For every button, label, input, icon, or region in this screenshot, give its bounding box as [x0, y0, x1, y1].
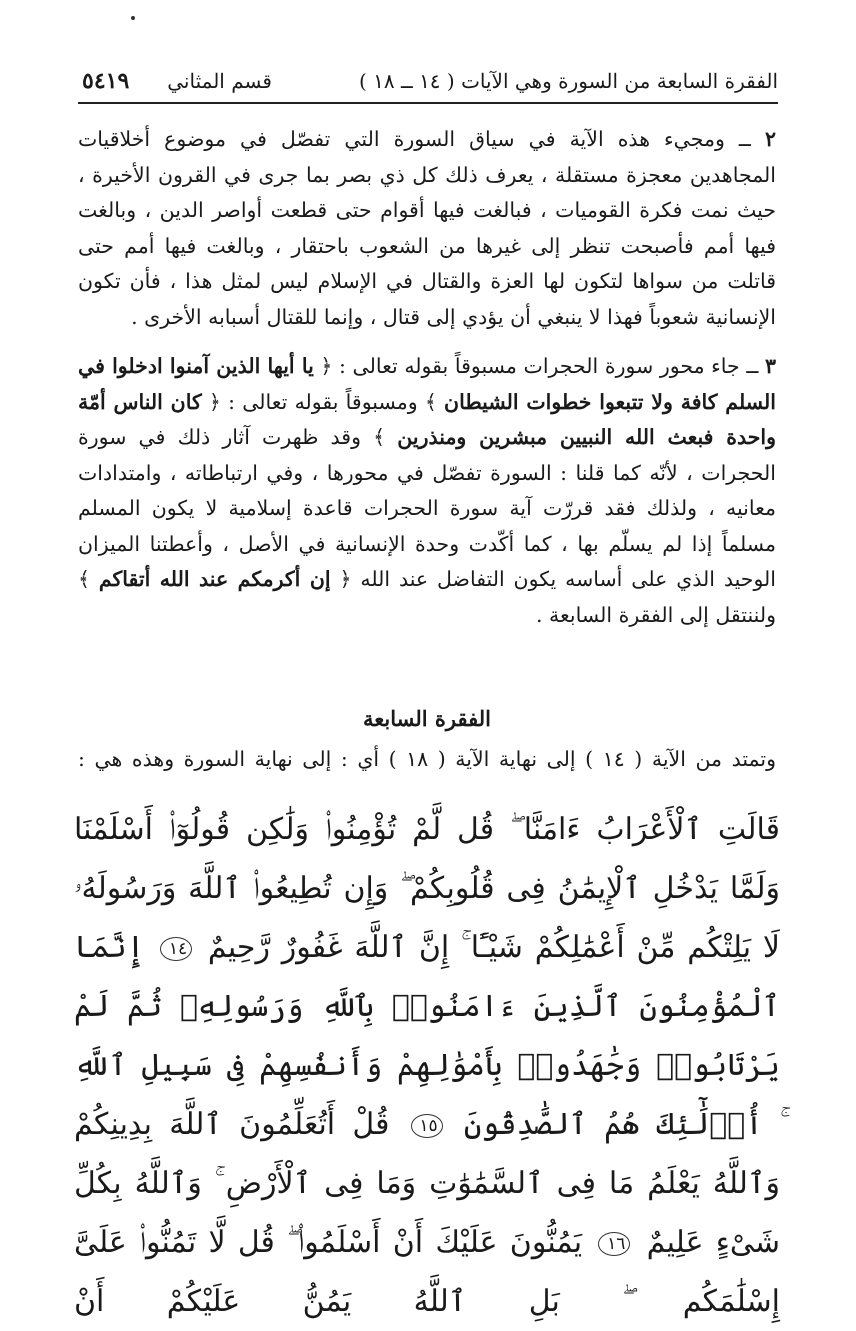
verse-15: إِنَّمَا ٱلْمُؤْمِنُونَ ٱلَّذِينَ ءَامَنُوا۟ بِٱللَّهِ وَرَسُولِهِۦ ثُمَّ لَمْ يَرْتَابُوا۟ وَجَٰهَدُوا۟ بِأَمْوَٰلِهِمْ وَأَنفُسِهِمْ فِى سَبِيلِ ٱللَّهِ ۚ أُو۟لَٰٓئِكَ هُمُ ٱلصَّٰدِقُونَ [74, 930, 780, 1142]
paragraph-text-part: ﴾ ومسبوقاً بقوله تعالى : ﴿ [208, 389, 437, 414]
page-number: ٥٤١٩ [82, 68, 130, 94]
quran-quote: يا أيها الذين آمنوا ادخلوا في السلم كافة ولا تتبعوا خطوات الشيطان [78, 354, 776, 414]
paragraph-2 [78, 122, 776, 335]
print-speck [131, 16, 135, 20]
ayah-number-marker: ١٥ [411, 1114, 443, 1138]
header-left-group [82, 66, 272, 96]
paragraph-number: ٢ [764, 127, 776, 151]
quran-quote: كان الناس أمّة واحدة فبعث الله النبيين مبشرين ومنذرين [78, 389, 776, 449]
paragraph-text: ــ ومجيء هذه الآية في سياق السورة التي تفصّل في موضوع أخلاقيات المجاهدين معجزة مستقلة ، يعرف ذلك كل ذي بصر بما جرى في القرون الأخيرة ، حيث نمت فكرة القوميات ، فبالغت فيها أقوام حتى قطعت أواصر الدين ، وبالغت فيها أمم فأصبحت تنظر إلى غيرها من الشعوب باحتقار ، وبالغت فيها أمم حتى قاتلت من سواها لتكون لها العزة والقتال في الإسلام ليس لمثل هذا ، فأن تكون الإنسانية شعوباً فهذا لا ينبغي أن يؤدي إلى قتال ، وإنما للقتال أسبابه الأخرى . [78, 127, 776, 329]
paragraph-text-part: ﴾ ولننتقل إلى الفقرة السابعة . [78, 567, 776, 627]
ayah-number-marker: ١٤ [160, 937, 192, 961]
paragraph-text-part: ﴾ وقد ظهرت آثار ذلك في سورة الحجرات ، لأنّه كما قلنا : السورة تفصّل في محورها ، وفي ارتباطاته ، وامتدادات معانيه ، ولذلك فقد قررّت آية سورة الحجرات قاعدة إسلامية لا يكون المسلم مسلماً إذا لم يسلّم بها ، كما أكّدت وحدة الإنسانية في الأصل ، وأعطتنا الميزان الوحيد الذي على أساسه يكون التفاضل عند الله ﴿ [78, 425, 776, 591]
quran-text-block [74, 800, 780, 1331]
verse-17-start: يَمُنُّونَ عَلَيْكَ أَنْ أَسْلَمُوا۟ ۖ قُل لَّا تَمُنُّوا۟ عَلَىَّ إِسْلَٰمَكُم ۖ بَلِ ٱللَّهُ يَمُنُّ عَلَيْكُمْ أَنْ [74, 1225, 780, 1319]
verse-14: قَالَتِ ٱلْأَعْرَابُ ءَامَنَّا ۖ قُل لَّمْ تُؤْمِنُوا۟ وَلَٰكِن قُولُوٓا۟ أَسْلَمْنَا وَلَمَّا يَدْخُلِ ٱلْإِيمَٰنُ فِى قُلُوبِكُمْ ۖ وَإِن تُطِيعُوا۟ ٱللَّهَ وَرَسُولَهُۥ لَا يَلِتْكُم مِّنْ أَعْمَٰلِكُمْ شَيْـًٔا ۚ إِنَّ ٱللَّهَ غَفُورٌ رَّحِيمٌ [74, 812, 780, 965]
section-heading: الفقرة السابعة [363, 706, 491, 731]
verse-16: قُلْ أَتُعَلِّمُونَ ٱللَّهَ بِدِينِكُمْ وَٱللَّهُ يَعْلَمُ مَا فِى ٱلسَّمَٰوَٰتِ وَمَا فِى ٱلْأَرْضِ ۚ وَٱللَّهُ بِكُلِّ شَىْءٍ عَلِيمٌ [74, 1107, 780, 1260]
section-intro: وتمتد من الآية ( ١٤ ) إلى نهاية الآية ( ١٨ ) أي : إلى نهاية السورة وهذه هي : [78, 747, 776, 771]
paragraph-text-part: ــ جاء محور سورة الحجرات مسبوقاً بقوله تعالى : ﴿ [320, 354, 759, 378]
ayah-number-marker: ١٦ [598, 1232, 630, 1256]
header-part-label: قسم المثاني [167, 69, 272, 93]
running-header [82, 62, 778, 96]
header-section-title: الفقرة السابعة من السورة وهي الآيات ( ١٤ ــ ١٨ ) [358, 69, 778, 93]
quran-quote: إن أكرمكم عند الله أتقاكم [98, 567, 331, 591]
commentary-body [78, 122, 776, 647]
header-divider [78, 102, 778, 104]
paragraph-3 [78, 349, 776, 633]
paragraph-number: ٣ [764, 354, 776, 378]
